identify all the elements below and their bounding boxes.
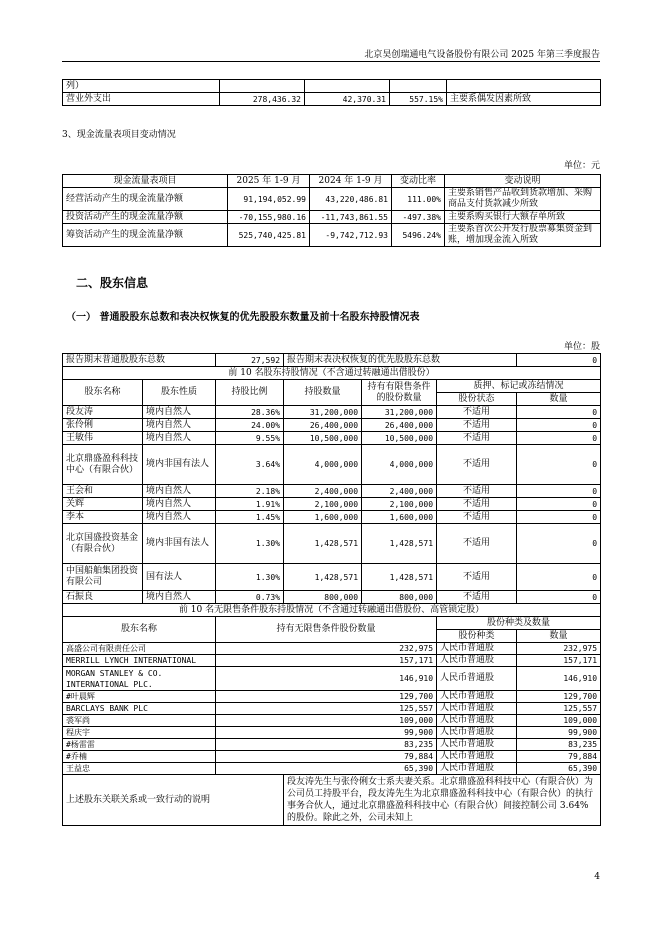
cell-name: 北京国盛投资基金（有限合伙） (63, 524, 143, 564)
cell-qty: 83,235 (216, 739, 437, 751)
table-row: 营业外支出 278,436.32 42,370.31 557.15% 主要系偶发因素所致 (63, 93, 601, 106)
cell-restricted: 26,400,000 (362, 419, 437, 432)
table-row (63, 715, 601, 727)
table-row (63, 739, 601, 751)
cell-name: 李本 (63, 511, 143, 524)
section-row: 前 10 名无限售条件股东持股情况（不含通过转融通出借股份、高管锁定股） (63, 604, 601, 617)
cell-ratio: 1.91% (216, 498, 284, 511)
cashflow-table (62, 174, 601, 247)
cell-ratio: 0.73% (216, 591, 284, 604)
table-row (63, 703, 601, 715)
cell-status: 不适用 (437, 498, 517, 511)
cell-name: BARCLAYS BANK PLC (63, 703, 216, 715)
cell-count: 109,000 (517, 715, 601, 727)
cell-name: 石振良 (63, 591, 143, 604)
cell-kind: 人民币普通股 (437, 751, 517, 763)
shareholder-unit: 单位：股 (563, 342, 600, 352)
table-header-row: 现金流量表项目 2025 年 1-9 月 2024 年 1-9 月 变动比率 变动说明 (63, 175, 601, 188)
table-header-row: 股份状态 数量 (63, 393, 601, 406)
table-row: 筹资活动产生的现金流量净额 525,740,425.81 -9,742,712.93 5496.24% 主要系首次公开发行股票募集资金到账，增加现金流入所致 (63, 224, 601, 247)
cell-restricted: 31,200,000 (362, 406, 437, 419)
cell-count: 146,910 (517, 667, 601, 691)
cell-nature: 境内自然人 (143, 485, 216, 498)
table-row (63, 80, 601, 93)
cell-qty: 125,557 (216, 703, 437, 715)
table-row (63, 524, 601, 564)
cell-status: 不适用 (437, 511, 517, 524)
cell-nature: 境内自然人 (143, 406, 216, 419)
cell-name: 裘军尚 (63, 715, 216, 727)
table-row (63, 667, 601, 691)
table-row (63, 498, 601, 511)
cell-restricted: 1,600,000 (362, 511, 437, 524)
cell-name: 王会和 (63, 485, 143, 498)
cell-ratio: 24.00% (216, 419, 284, 432)
cell-name: #乔楠 (63, 751, 216, 763)
cell-status: 不适用 (437, 432, 517, 445)
cell-name: 段友涛 (63, 406, 143, 419)
section-title: 二、股东信息 (76, 276, 149, 290)
cell-restricted: 2,100,000 (362, 498, 437, 511)
cell-status: 不适用 (437, 406, 517, 419)
cell-ratio: 1.30% (216, 524, 284, 564)
cell-kind: 人民币普通股 (437, 715, 517, 727)
cell-qty: 65,390 (216, 763, 437, 775)
cell-count: 99,900 (517, 727, 601, 739)
cell-kind: 人民币普通股 (437, 667, 517, 691)
table-row (63, 727, 601, 739)
cell-qty: 99,900 (216, 727, 437, 739)
summary-row: 报告期末普通股股东总数 27,592 报告期末表决权恢复的优先股股东总数 0 (63, 354, 601, 367)
page-number: 4 (594, 872, 600, 882)
cell-name: #杨雷雷 (63, 739, 216, 751)
cell-restricted: 10,500,000 (362, 432, 437, 445)
cell-qty: 109,000 (216, 715, 437, 727)
cell-qty: 2,100,000 (284, 498, 362, 511)
cell-restricted: 4,000,000 (362, 445, 437, 485)
cell-qty: 1,428,571 (284, 564, 362, 591)
cell-kind: 人民币普通股 (437, 739, 517, 751)
cell-restricted: 1,428,571 (362, 564, 437, 591)
cell-status: 不适用 (437, 564, 517, 591)
table-row (63, 763, 601, 775)
cell-name: 王敏伟 (63, 432, 143, 445)
cell-count: 0 (517, 445, 601, 485)
cell-ratio: 2.18% (216, 485, 284, 498)
cell-count: 0 (517, 524, 601, 564)
cell-qty: 129,700 (216, 691, 437, 703)
cell-count: 83,235 (517, 739, 601, 751)
cell-kind: 人民币普通股 (437, 643, 517, 655)
cell-qty: 1,428,571 (284, 524, 362, 564)
cell-kind: 人民币普通股 (437, 727, 517, 739)
cell-qty: 26,400,000 (284, 419, 362, 432)
table-row: 经营活动产生的现金流量净额 91,194,052.99 43,220,486.81 111.00% 主要系销售产品收到货款增加、采购商品支付货款减少所致 (63, 188, 601, 211)
table-row (63, 419, 601, 432)
cell-status: 不适用 (437, 524, 517, 564)
subsection-title: （一） 普通股股东总数和表决权恢复的优先股股东数量及前十名股东持股情况表 (66, 312, 420, 323)
table-row (63, 591, 601, 604)
cell-count: 0 (517, 419, 601, 432)
table-row (63, 485, 601, 498)
header-rule (62, 61, 600, 62)
cell-count: 129,700 (517, 691, 601, 703)
cell-nature: 境内非国有法人 (143, 524, 216, 564)
table-row (63, 751, 601, 763)
cell-nature: 境内自然人 (143, 591, 216, 604)
table-header-row: 股份种类 数量 (63, 630, 601, 643)
cell-kind: 人民币普通股 (437, 703, 517, 715)
cell-ratio: 3.64% (216, 445, 284, 485)
cell-ratio: 28.36% (216, 406, 284, 419)
cell-kind: 人民币普通股 (437, 655, 517, 667)
cell-name: 程庆宇 (63, 727, 216, 739)
cell-ratio: 1.30% (216, 564, 284, 591)
cell-count: 0 (517, 432, 601, 445)
cell-nature: 境内自然人 (143, 511, 216, 524)
section-row: 前 10 名股东持股情况（不含通过转融通出借股份） (63, 367, 601, 380)
cell-status: 不适用 (437, 445, 517, 485)
table-row (63, 511, 601, 524)
cell-status: 不适用 (437, 485, 517, 498)
cell-name: #叶晨辉 (63, 691, 216, 703)
non-operating-table (62, 79, 601, 106)
cell-qty: 800,000 (284, 591, 362, 604)
table-row: 投资活动产生的现金流量净额 -70,155,980.16 -11,743,861.55 -497.38% 主要系购买银行大额存单所致 (63, 211, 601, 224)
table-row (63, 655, 601, 667)
cell-kind: 人民币普通股 (437, 691, 517, 703)
page-header: 北京昊创瑞通电气设备股份有限公司 2025 年第三季度报告 (364, 50, 600, 60)
cell-qty: 2,400,000 (284, 485, 362, 498)
cell-qty: 232,975 (216, 643, 437, 655)
cell-nature: 境内自然人 (143, 419, 216, 432)
table-row (63, 564, 601, 591)
table-header-row: 股东名称 持有无限售条件股份数量 股份种类及数量 (63, 617, 601, 630)
cell-name: 关辉 (63, 498, 143, 511)
cell-count: 0 (517, 591, 601, 604)
cell-qty: 4,000,000 (284, 445, 362, 485)
cell-count: 0 (517, 564, 601, 591)
item-cell: 列） (63, 80, 220, 93)
cashflow-unit: 单位：元 (563, 161, 600, 171)
cell-restricted: 1,428,571 (362, 524, 437, 564)
table-row (63, 445, 601, 485)
table-row (63, 691, 601, 703)
cell-nature: 境内非国有法人 (143, 445, 216, 485)
shareholder-table (62, 353, 601, 826)
cell-qty: 1,600,000 (284, 511, 362, 524)
cell-qty: 79,884 (216, 751, 437, 763)
cell-qty: 10,500,000 (284, 432, 362, 445)
cell-count: 65,390 (517, 763, 601, 775)
cell-count: 0 (517, 406, 601, 419)
cashflow-heading: 3、现金流量表项目变动情况 (62, 130, 176, 140)
cell-restricted: 800,000 (362, 591, 437, 604)
cell-name: 张伶俐 (63, 419, 143, 432)
cell-count: 0 (517, 498, 601, 511)
table-row (63, 432, 601, 445)
cell-qty: 146,910 (216, 667, 437, 691)
cell-restricted: 2,400,000 (362, 485, 437, 498)
relation-row: 上述股东关联关系或一致行动的说明 段友涛先生与张伶俐女士系夫妻关系。北京鼎盛盈科科技中心（有限合伙）为公司员工持股平台，段友涛先生为北京鼎盛盈科科技中心（有限合伙）的执行事务合伙人，通过北京鼎盛盈科科技中心（有限合伙）间接控制公司 3.64%的股份。除此之外，公司未知上 (63, 775, 601, 826)
cell-nature: 境内自然人 (143, 432, 216, 445)
cell-name: 中国船舶集团投资有限公司 (63, 564, 143, 591)
cell-count: 157,171 (517, 655, 601, 667)
cell-name: 北京鼎盛盈科科技中心（有限合伙） (63, 445, 143, 485)
cell-count: 79,884 (517, 751, 601, 763)
cell-status: 不适用 (437, 419, 517, 432)
cell-qty: 157,171 (216, 655, 437, 667)
cell-ratio: 1.45% (216, 511, 284, 524)
cell-nature: 境内自然人 (143, 498, 216, 511)
cell-kind: 人民币普通股 (437, 763, 517, 775)
cell-ratio: 9.55% (216, 432, 284, 445)
cell-count: 0 (517, 485, 601, 498)
cell-name: 王益忠 (63, 763, 216, 775)
table-row (63, 643, 601, 655)
table-row (63, 406, 601, 419)
cell-name: MERRILL LYNCH INTERNATIONAL (63, 655, 216, 667)
cell-count: 232,975 (517, 643, 601, 655)
cell-name: MORGAN STANLEY & CO. INTERNATIONAL PLC. (63, 667, 216, 691)
item-cell: 营业外支出 (63, 93, 220, 106)
cell-count: 0 (517, 511, 601, 524)
table-header-row: 股东名称 股东性质 持股比例 持股数量 持有有限售条件的股份数量 质押、标记或冻结情况 (63, 380, 601, 393)
cell-count: 125,557 (517, 703, 601, 715)
cell-qty: 31,200,000 (284, 406, 362, 419)
cell-nature: 国有法人 (143, 564, 216, 591)
cell-name: 高盛公司有限责任公司 (63, 643, 216, 655)
cell-status: 不适用 (437, 591, 517, 604)
